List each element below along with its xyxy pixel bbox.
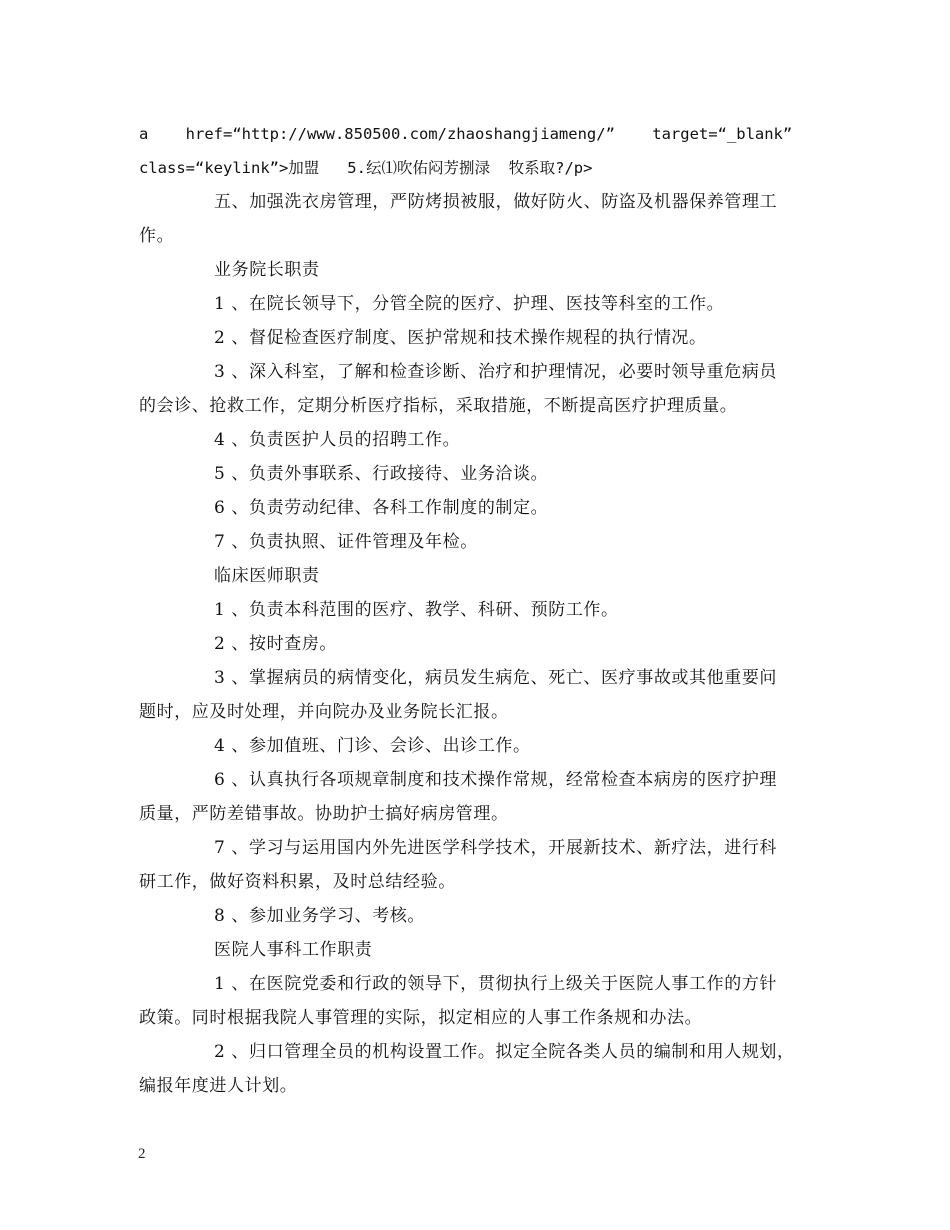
- code-line-2: class=“keylink”>加盟 5.纭⑴吹佑闷芳捌渌 牧系取?/p>: [139, 159, 593, 177]
- list-item-cont: 研工作，做好资料积累，及时总结经验。: [139, 872, 456, 892]
- list-item-cont: 编报年度进人计划。: [139, 1076, 298, 1096]
- list-item-cont: 的会诊、抢救工作，定期分析医疗指标，采取措施，不断提高医疗护理质量。: [139, 396, 738, 416]
- list-item: 6 、负责劳动纪律、各科工作制度的制定。: [214, 498, 549, 518]
- list-item-cont: 题时，应及时处理，并向院办及业务院长汇报。: [139, 702, 509, 722]
- document-body: [139, 117, 829, 1103]
- list-item: 4 、参加值班、门诊、会诊、出诊工作。: [214, 736, 531, 756]
- list-item: 2 、归口管理全员的机构设置工作。拟定全院各类人员的编制和用人规划，: [214, 1042, 795, 1062]
- code-line-1: a href=“http://www.850500.com/zhaoshangjiameng/” target=“_blank”: [139, 125, 793, 143]
- paragraph-laundry-cont: 作。: [139, 226, 175, 246]
- paragraph-laundry: 五、加强洗衣房管理，严防烤损被服，做好防火、防盗及机器保养管理工: [214, 192, 778, 212]
- list-item: 8 、参加业务学习、考核。: [214, 906, 426, 926]
- list-item: 2 、督促检查医疗制度、医护常规和技术操作规程的执行情况。: [214, 328, 707, 348]
- list-item: 7 、学习与运用国内外先进医学科学技术，开展新技术、新疗法，进行科: [214, 838, 778, 858]
- list-item: 7 、负责执照、证件管理及年检。: [214, 532, 478, 552]
- list-item: 1 、在院长领导下，分管全院的医疗、护理、医技等科室的工作。: [214, 294, 725, 314]
- list-item: 1 、在医院党委和行政的领导下，贯彻执行上级关于医院人事工作的方针: [214, 974, 778, 994]
- list-item: 3 、掌握病员的病情变化，病员发生病危、死亡、医疗事故或其他重要问: [214, 668, 778, 688]
- section-heading-business-director: 业务院长职责: [214, 260, 320, 280]
- section-heading-hr-department: 医院人事科工作职责: [214, 940, 373, 960]
- list-item-cont: 政策。同时根据我院人事管理的实际，拟定相应的人事工作条规和办法。: [139, 1008, 703, 1028]
- list-item: 4 、负责医护人员的招聘工作。: [214, 430, 461, 450]
- page-number: 2: [138, 1146, 146, 1162]
- list-item: 3 、深入科室，了解和检查诊断、治疗和护理情况，必要时领导重危病员: [214, 362, 778, 382]
- list-item: 5 、负责外事联系、行政接待、业务洽谈。: [214, 464, 549, 484]
- list-item: 2 、按时查房。: [214, 634, 338, 654]
- list-item: 6 、认真执行各项规章制度和技术操作常规，经常检查本病房的医疗护理: [214, 770, 778, 790]
- list-item-cont: 质量，严防差错事故。协助护士搞好病房管理。: [139, 804, 509, 824]
- list-item: 1 、负责本科范围的医疗、教学、科研、预防工作。: [214, 600, 619, 620]
- section-heading-clinical-physician: 临床医师职责: [214, 566, 320, 586]
